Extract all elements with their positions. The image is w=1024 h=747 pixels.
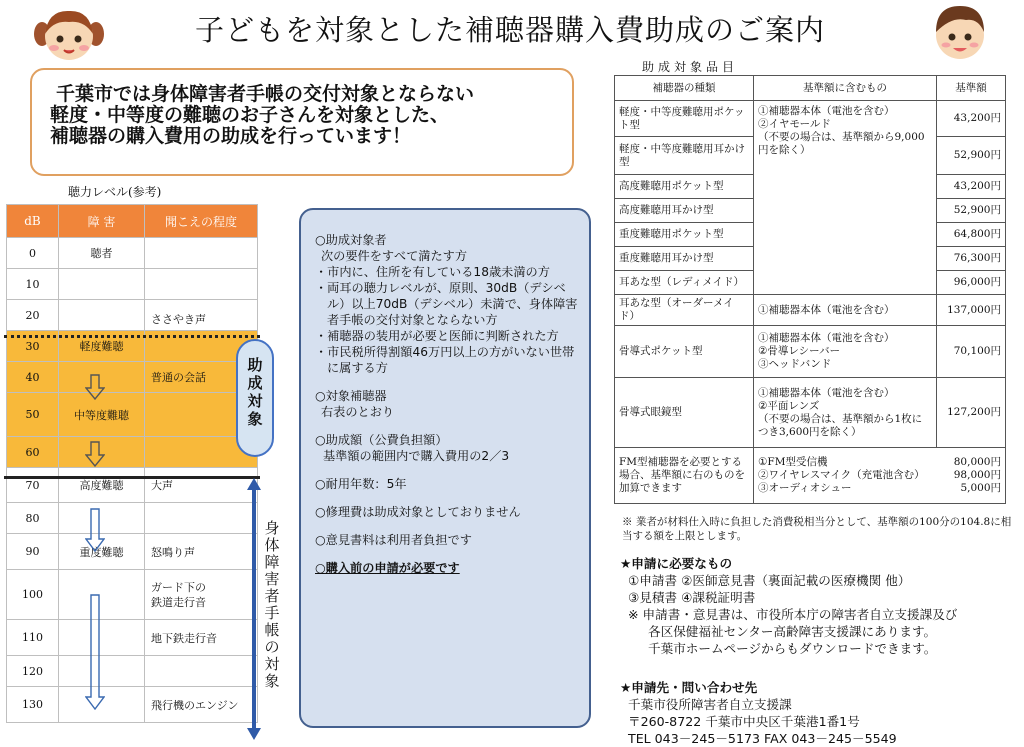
column-header: 障 害 [59,205,145,238]
example-cell: 飛行機のエンジン [145,687,258,723]
db-cell: 30 [7,331,59,362]
intro-line: 補聴器の購入費用の助成を行っています！ [50,125,412,147]
column-header: 基準額 [937,76,1006,101]
db-cell: 70 [7,468,59,503]
boy-illustration [930,2,990,62]
down-arrow-icon [85,508,105,552]
eligibility-panel [299,208,591,728]
fm-addon-line: ③オーディオシュー 5,000円 [758,482,1001,494]
table-row [7,393,258,437]
table-row [615,101,1006,137]
disability-cell [59,269,145,300]
opinion-fee-note: ○意見書料は利用者負担です [315,533,472,547]
required-line: 各区保健福祉センター高齢障害支援課にあります。 [648,624,937,639]
kind-cell: 軽度・中等度難聴用耳かけ型 [615,137,754,175]
amount-cell: 96,000円 [937,271,1006,295]
device-text: 右表のとおり [321,405,395,419]
table-row [7,238,258,269]
table-row [7,300,258,331]
tax-note: ※ 業者が材料仕入時に負担した消費税相当分として、基準額の100分の104.8に相当する額を上限とします。 [622,516,1012,542]
table-row [7,362,258,393]
db-cell: 130 [7,687,59,723]
kind-cell: 軽度・中等度難聴用ポケット型 [615,101,754,137]
requirement-item: ・両耳の聴力レベルが、原則、30dB（デシベル）以上70dB（デシベル）未満で、身体障害者手帳の交付対象とならない方 [315,281,578,327]
table-row [7,687,258,723]
kind-cell: FM型補聴器を必要とする場合、基準額に右のものを加算できます [615,448,754,504]
contact-info [620,679,1024,747]
kind-cell: 重度難聴用耳かけ型 [615,247,754,271]
device-heading: ○対象補聴器 [315,389,387,403]
amount-cell: 52,900円 [937,137,1006,175]
fm-addon-cell [754,448,1006,504]
requirement-item: ・市内に、住所を有している18歳未満の方 [315,265,550,279]
required-heading: ★申請に必要なもの [620,556,733,571]
table-row [615,378,1006,448]
includes-cell: ①補聴器本体（電池を含む） [754,295,937,326]
kind-cell: 高度難聴用耳かけ型 [615,199,754,223]
table-row [7,570,258,620]
required-line: ①申請書 ②医師意見書（裏面記載の医療機関 他） [628,573,911,588]
db-cell: 0 [7,238,59,269]
example-cell: ささやき声 [145,300,258,331]
example-cell: 怒鳴り声 [145,534,258,570]
subsidy-target-label: 助成対象 [236,339,274,457]
example-cell: 普通の会話 [145,362,258,393]
down-arrow-icon [85,374,105,400]
table-row [7,468,258,503]
requirement-item: ・市民税所得割額46万円以上の方がいない世帯に属する方 [315,345,575,375]
includes-cell: ①補聴器本体（電池を含む） ②イヤモールド （不要の場合は、基準額から9,000円を除く） [754,101,937,295]
disability-cell: 聴者 [59,238,145,269]
table-row [615,295,1006,326]
required-line: ③見積書 ④課税証明書 [628,590,756,605]
disability-cell: 軽度難聴 [59,331,145,362]
example-cell: 地下鉄走行音 [145,620,258,656]
db-cell: 20 [7,300,59,331]
contact-phone[interactable]: TEL 043－245－5173 FAX 043－245－5549 [628,731,897,746]
disability-cell [59,300,145,331]
kind-cell: 高度難聴用ポケット型 [615,175,754,199]
girl-illustration [34,6,104,64]
intro-box [30,68,574,176]
db-cell: 100 [7,570,59,620]
items-table-caption: 助成対象品目 [642,60,739,74]
example-cell: ガード下の 鉄道走行音 [145,570,258,620]
example-cell: 大声 [145,468,258,503]
subsidy-range-top-line [4,335,260,338]
amount-heading: ○助成額（公費負担額） [315,433,448,447]
subsidy-items-table [614,75,1006,504]
amount-cell: 52,900円 [937,199,1006,223]
hearing-level-table [6,204,258,723]
contact-dept: 千葉市役所障害者自立支援課 [628,697,792,712]
required-documents [620,555,1024,657]
table-row [7,503,258,534]
fm-addon-line: ②ワイヤレスマイク（充電池含む） 98,000円 [758,469,1001,481]
amount-cell: 137,000円 [937,295,1006,326]
subsidy-range-bottom-line [4,476,260,479]
required-line: 千葉市ホームページからもダウンロードできます。 [648,641,937,656]
fm-addon-line: ①FM型受信機 80,000円 [758,456,1001,468]
kind-cell: 耳あな型（オーダーメイド） [615,295,754,326]
kind-cell: 耳あな型（レディメイド） [615,271,754,295]
db-cell: 40 [7,362,59,393]
table-row [7,656,258,687]
column-header: dB [7,205,59,238]
table-row [7,437,258,468]
example-cell [145,503,258,534]
db-cell: 110 [7,620,59,656]
table-row [7,269,258,300]
prior-application-note: ○購入前の申請が必要です [315,561,460,575]
amount-cell: 64,800円 [937,223,1006,247]
required-line: ※ 申請書・意見書は、市役所本庁の障害者自立支援課及び [628,607,958,622]
requirement-item: ・補聴器の装用が必要と医師に判断された方 [315,329,559,343]
disability-cell: 重度難聴 [59,534,145,570]
amount-cell: 127,200円 [937,378,1006,448]
contact-address: 〒260-8722 千葉市中央区千葉港1番1号 [628,714,860,729]
db-cell: 120 [7,656,59,687]
kind-cell: 重度難聴用ポケット型 [615,223,754,247]
disability-cell: 高度難聴 [59,468,145,503]
target-heading: ○助成対象者 [315,233,387,247]
example-cell [145,656,258,687]
db-cell: 90 [7,534,59,570]
db-cell: 80 [7,503,59,534]
db-cell: 60 [7,437,59,468]
amount-cell: 43,200円 [937,175,1006,199]
contact-heading: ★申請先・問い合わせ先 [620,680,758,695]
double-arrow-icon [246,478,262,740]
column-header: 聞こえの程度 [145,205,258,238]
target-intro: 次の要件をすべて満たす方 [321,249,468,263]
column-header: 基準額に含むもの [754,76,937,101]
page-title: 子どもを対象とした補聴器購入費助成のご案内 [194,13,825,47]
table-row [7,620,258,656]
handbook-target-label: 身体障害者手帳の対象 [264,519,280,690]
includes-cell: ①補聴器本体（電池を含む） ②骨導レシーバー ③ヘッドバンド [754,326,937,378]
kind-cell: 骨導式ポケット型 [615,326,754,378]
amount-cell: 43,200円 [937,101,1006,137]
table-row [615,326,1006,378]
amount-cell: 70,100円 [937,326,1006,378]
db-cell: 10 [7,269,59,300]
down-arrow-icon [85,594,105,710]
table-row [7,534,258,570]
includes-cell: ①補聴器本体（電池を含む） ②平面レンズ （不要の場合は、基準額から1枚につき3,600円を除く） [754,378,937,448]
table-row [615,448,1006,504]
intro-line: 軽度・中等度の難聴のお子さんを対象とした、 [50,104,450,126]
intro-line: 千葉市では身体障害者手帳の交付対象とならない [56,83,475,105]
column-header: 補聴器の種類 [615,76,754,101]
example-cell [145,238,258,269]
amount-cell: 76,300円 [937,247,1006,271]
kind-cell: 骨導式眼鏡型 [615,378,754,448]
repair-note: ○修理費は助成対象としておりません [315,505,521,519]
service-life: ○耐用年数：5年 [315,477,407,491]
amount-text: 基準額の範囲内で購入費用の2／3 [323,449,510,463]
down-arrow-icon [85,441,105,467]
hearing-table-caption: 聴力レベル(参考) [68,185,162,199]
db-cell: 50 [7,393,59,437]
example-cell [145,269,258,300]
disability-cell: 中等度難聴 [59,393,145,437]
